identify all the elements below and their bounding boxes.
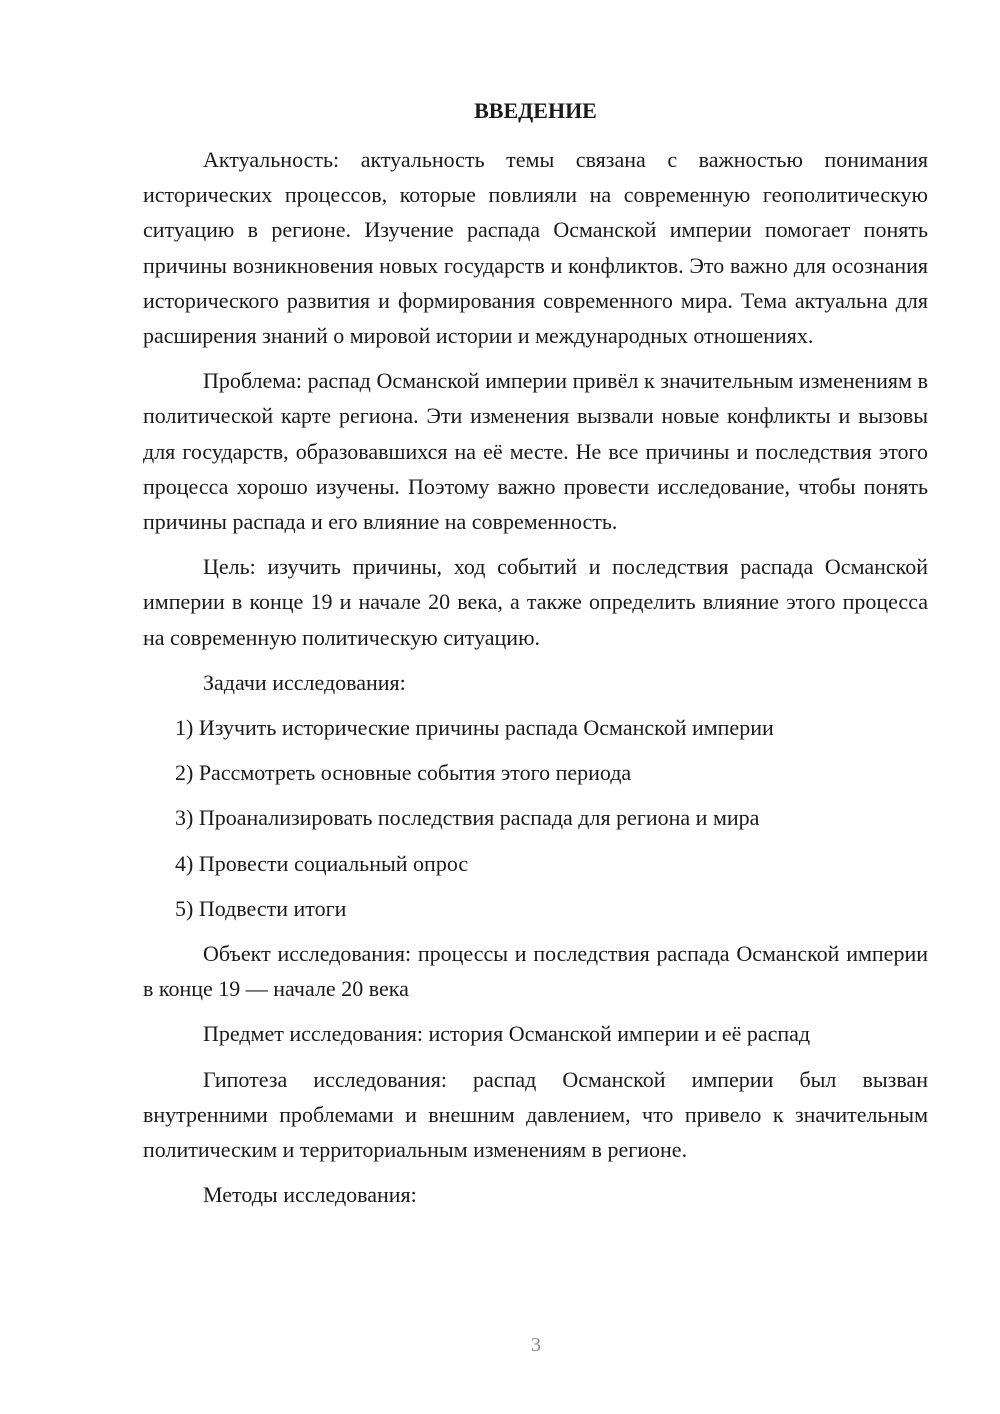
subject-paragraph: Предмет исследования: история Османской империи и её распад [203,1021,811,1047]
object-paragraph: Объект исследования: процессы и последствия распада Османской империи в конце 19 — начале 20 века [143,941,928,1002]
task-item: 1) Изучить исторические причины распада Османской империи [175,715,774,741]
task-item: 3) Проанализировать последствия распада для региона и мира [175,805,760,831]
task-item: 4) Провести социальный опрос [175,850,469,876]
task-item: 5) Подвести итоги [175,895,347,921]
hypothesis-paragraph: Гипотеза исследования: распад Османской империи был вызван внутренними проблемами и внешним давлением, что привело к значительным политическим и территориальным изменениям в регионе. [143,1066,928,1163]
task-item: 2) Рассмотреть основные события этого периода [175,760,632,786]
tasks-title: Задачи исследования: [203,669,406,695]
document-body [143,142,928,1222]
relevance-paragraph: Актуальность: актуальность темы связана с важностью понимания исторических процессов, которые повлияли на современную геополитическую ситуацию в регионе. Изучение распада Османской империи помогает понять причины возникновения новых государств и конфликтов. Это важно для осознания исторического развития и формирования современного мира. Тема актуальна для расширения знаний о мировой истории и международных отношениях. [143,147,928,349]
goal-paragraph: Цель: изучить причины, ход событий и последствия распада Османской империи в конце 19 и начале 20 века, а также определить влияние этого процесса на современную политическую ситуацию. [143,554,928,650]
page-number: 3 [531,1334,541,1356]
methods-title: Методы исследования: [203,1182,417,1208]
problem-paragraph: Проблема: распад Османской империи привёл к значительным изменениям в политической карте региона. Эти изменения вызвали новые конфликты и вызовы для государств, образовавшихся на её месте. Не все причины и последствия этого процесса хорошо изучены. Поэтому важно провести исследование, чтобы понять причины распада и его влияние на современность. [143,368,928,535]
page-heading: ВВЕДЕНИЕ [474,98,597,123]
